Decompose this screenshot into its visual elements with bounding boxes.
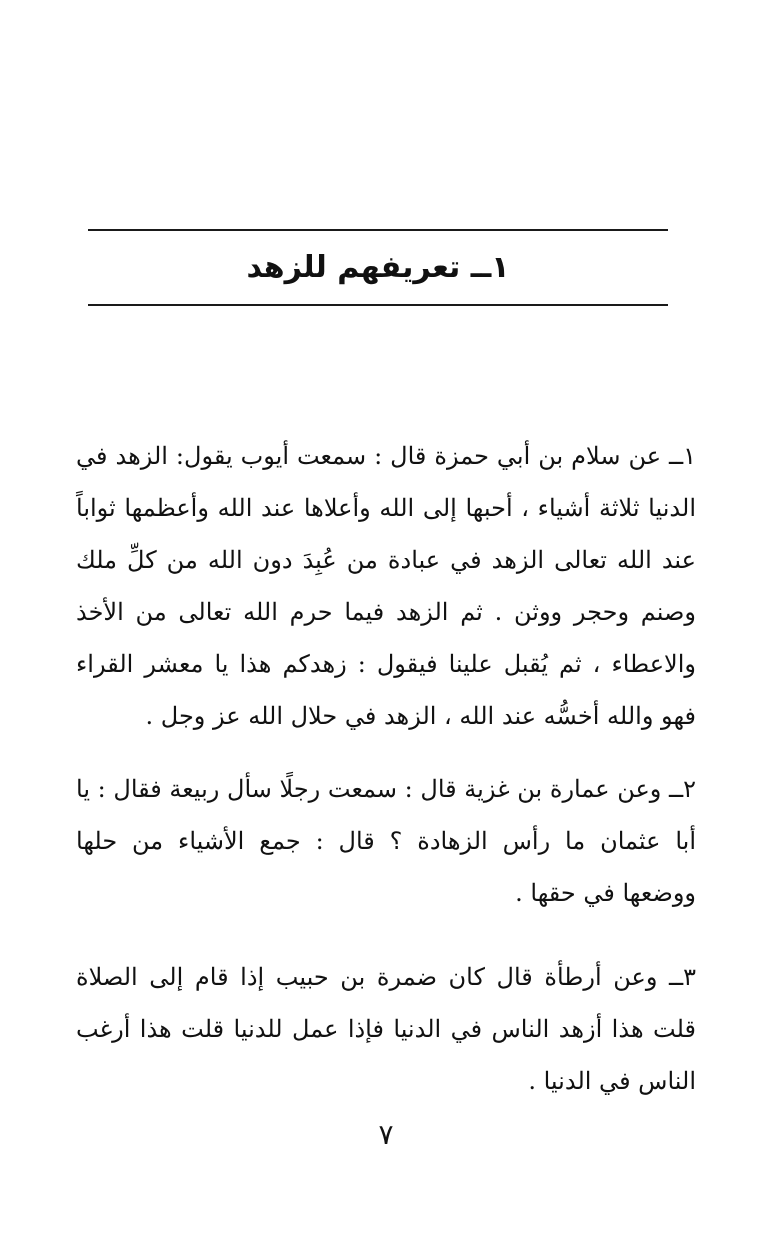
title-bottom-rule <box>88 304 668 306</box>
paragraph-1: ١ــ عن سلام بن أبي حمزة قال : سمعت أيوب يقول: الزهد في الدنيا ثلاثة أشياء ، أحبها إلى الله وأعلاها عند الله وأعظمها ثواباً عند الله تعالى الزهد في عبادة من عُبِدَ دون الله من كلِّ ملك وصنم وحجر ووثن . ثم الزهد فيما حرم الله تعالى من الأخذ والاعطاء ، ثم يُقبل علينا فيقول : زهدكم هذا يا معشر القراء فهو والله أخسُّه عند الله ، الزهد في حلال الله عز وجل . <box>76 442 696 730</box>
paragraph-2: ٢ــ وعن عمارة بن غزية قال : سمعت رجلًا سأل ربيعة فقال : يا أبا عثمان ما رأس الزهادة ؟ قال : جمع الأشياء من حلها ووضعها في حقها . <box>76 775 696 907</box>
page-number: ٧ <box>378 1118 394 1151</box>
paragraph-3: ٣ــ وعن أرطأة قال كان ضمرة بن حبيب إذا قام إلى الصلاة قلت هذا أزهد الناس في الدنيا فإذا عمل للدنيا قلت هذا أرغب الناس في الدنيا . <box>76 963 696 1095</box>
title-top-rule <box>88 229 668 231</box>
chapter-title: ١ــ تعريفهم للزهد <box>246 250 510 285</box>
